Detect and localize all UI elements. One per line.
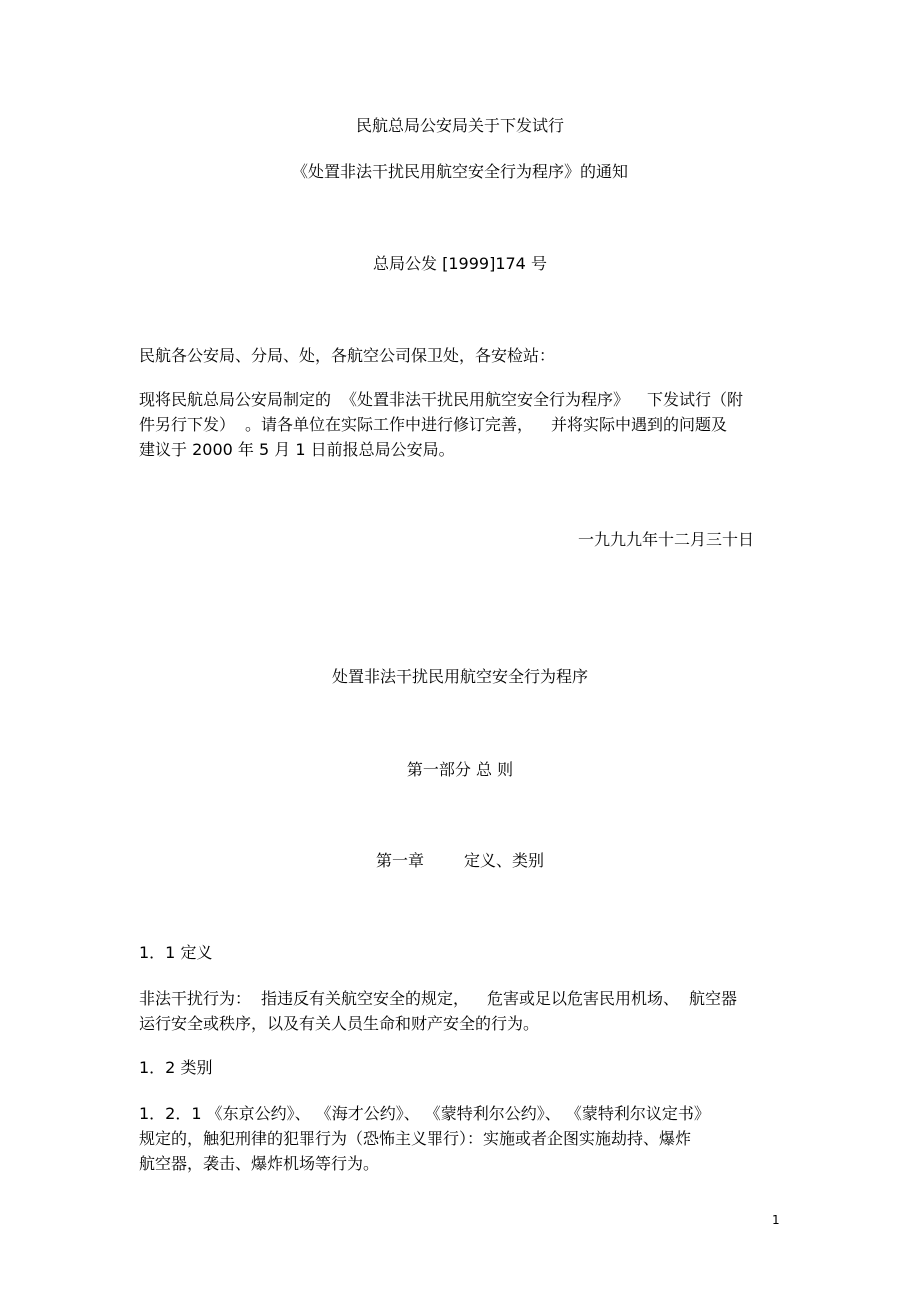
section-1-2-heading: 1．2 类别 — [139, 1058, 213, 1077]
section-1-2-1-line-2: 规定的，触犯刑律的犯罪行为（恐怖主义罪行）：实施或者企图实施劫持、爆炸 — [139, 1129, 692, 1148]
section-1-1-heading: 1．1 定义 — [139, 943, 213, 962]
notice-title-line-2: 《处置非法干扰民用航空安全行为程序》的通知 — [291, 162, 628, 181]
notice-body-line-3: 建议于 2000 年 5 月 1 日前报总局公安局。 — [139, 440, 455, 459]
notice-body-line-1-part-c: 下发试行（附 — [647, 390, 744, 409]
notice-body-line-2-part-b: 。请各单位在实际工作中进行修订完善， — [245, 415, 534, 434]
section-1-2-1-line-1: 1．2．1 《东京公约》、 《海才公约》、 《蒙特利尔公约》、 《蒙特利尔议定书》 — [139, 1104, 710, 1123]
recipients: 民航各公安局、分局、处，各航空公司保卫处，各安检站： — [139, 346, 556, 365]
section-1-1-line-1-part-d: 航空器 — [689, 989, 738, 1008]
chapter-title: 定义、类别 — [464, 851, 545, 870]
page-number: 1 — [772, 1213, 780, 1227]
notice-body-line-1 — [139, 390, 743, 410]
section-1-1-line-1 — [139, 989, 737, 1009]
regulation-title: 处置非法干扰民用航空安全行为程序 — [331, 667, 588, 686]
notice-body-line-1-part-b: 《处置非法干扰民用航空安全行为程序》 — [341, 390, 630, 409]
notice-body-line-1-part-a: 现将民航总局公安局制定的 — [139, 390, 332, 409]
section-1-1-line-1-part-c: 危害或足以危害民用机场、 — [487, 989, 680, 1008]
notice-body-line-2-part-a: 件另行下发） — [139, 415, 236, 434]
section-1-1-line-2: 运行安全或秩序，以及有关人员生命和财产安全的行为。 — [139, 1014, 540, 1033]
part-title: 第一部分 总 则 — [406, 760, 514, 779]
chapter-number: 第一章 — [375, 851, 424, 870]
section-1-2-1-line-3: 航空器，袭击、爆炸机场等行为。 — [139, 1154, 380, 1173]
notice-body-line-2-part-c: 并将实际中遇到的问题及 — [551, 415, 728, 434]
notice-title-line-1: 民航总局公安局关于下发试行 — [355, 116, 564, 135]
section-1-1-line-1-part-b: 指违反有关航空安全的规定， — [261, 989, 470, 1008]
notice-date: 一九九九年十二月三十日 — [578, 530, 755, 549]
notice-body-line-2 — [139, 415, 727, 435]
section-1-1-line-1-part-a: 非法干扰行为： — [139, 989, 252, 1008]
document-number: 总局公发 [1999]174 号 — [373, 254, 547, 273]
chapter-heading — [0, 851, 920, 871]
